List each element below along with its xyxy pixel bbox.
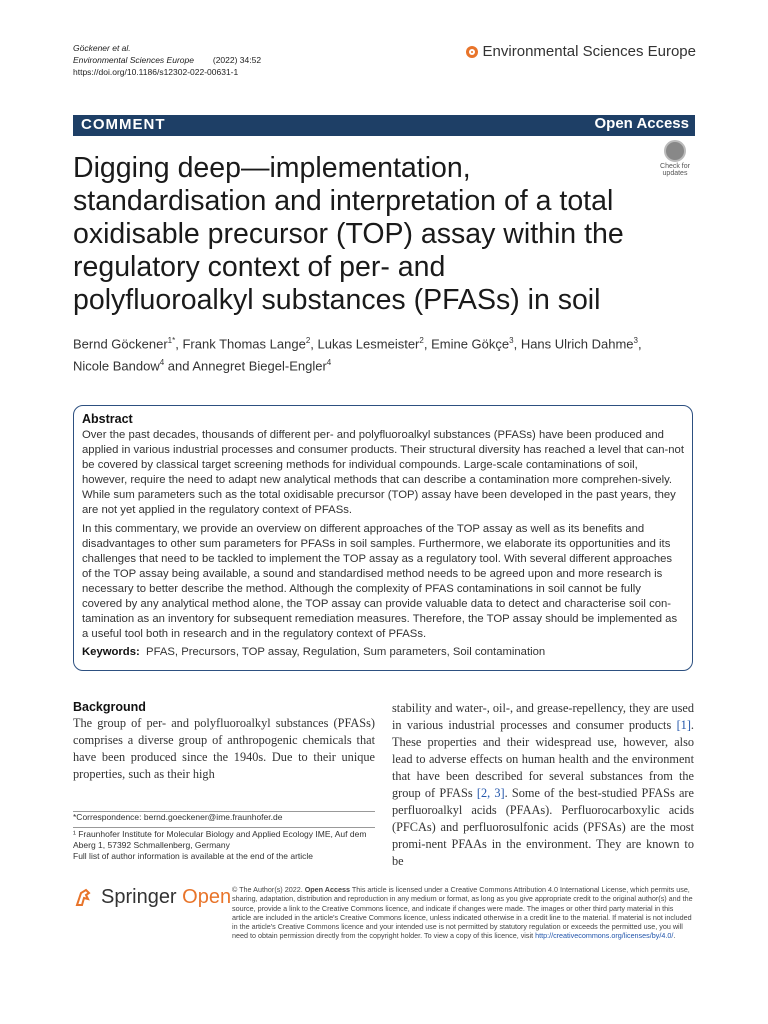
publisher-name: Springer [101,886,177,908]
body-column-left [73,700,375,783]
author-name: Annegret Biegel-Engler [192,358,327,374]
publisher-open: Open [182,886,232,908]
body-paragraph: stability and water-, oil-, and grease-repellency, they are used in various industrial processes and consumer products [1]. These properties and their widespread use, however, also lead to adverse effects on human health and the environment that have been described for several substances from the group of PFASs [2, 3]. Some of the best-studied PFASs are perfluoroalkyl acids (PFAAs). Perfluorocarboxylic acids (PFCAs) and perfluorosulfonic acids (PFSAs) are the most promi-nent PFAAs in the environment. They are known to be [392,701,694,868]
author-name: Nicole Bandow [73,358,160,374]
footnote-divider [73,827,375,828]
author-name: Emine Gökçe [431,336,510,352]
section-heading-background: Background [73,700,146,714]
journal-brand [466,43,696,60]
publisher-logo [73,886,231,909]
abstract-paragraph-1: Over the past decades, thousands of different per- and polyfluoroalkyl substances (PFASs) have been produced and applied in various industrial processes and consumer products. Their structural diversity has reached a level that can-not be covered by classical target screening methods for individual compounds. Large-scale contaminations of soil, however, require the need to adapt new analytical methods that can describe a contamination more comprehen-sively. While sum parameters such as the total oxidisable precursor (TOP) assay have been developed in the past years, they are not yet applied in the regulatory context of PFASs. [82,429,684,516]
affiliation-footnote [73,829,375,862]
author-name: Bernd Göckener [73,336,168,352]
reference-link[interactable]: [1] [676,718,691,732]
check-for-updates-badge[interactable] [655,140,695,180]
abstract-paragraph-2: In this commentary, we provide an overview on different approaches of the TOP assay as well as its benefits and disadvantages to other sum parameters for PFASs in soil samples. Furthermore, we elaborate its opportunities and its challenges that need to be tackled to implement the TOP assay as a regulatory tool. With several different approaches of the TOP assay being available, a sound and standardised method needs to be agreed upon and more research is necessary to better describe the method. Although the complexity of PFAS contaminations in soil cannot be fully covered by any analytical method alone, the TOP assay can provide valuable data to detect and characterise soil con-tamination as an inventory for subsequent remediation measures. Therefore, the TOP assay should be implemented as a useful tool both in research and in the regulatory context of PFASs. [82,523,678,640]
open-access-label: Open Access [594,115,689,132]
author-name: Hans Ulrich Dahme [520,336,634,352]
check-updates-label: Check for updates [660,163,690,177]
journal-name: Environmental Sciences Europe [482,43,696,60]
check-updates-icon [664,140,686,162]
doi-link[interactable]: https://doi.org/10.1186/s12302-022-00631-1 [73,67,239,77]
license-link[interactable]: http://creativecommons.org/licenses/by/4.0/ [535,931,674,941]
body-paragraph: The group of per- and polyfluoroalkyl substances (PFASs) comprises a diverse group of anthropogenic chemicals that have been produced since the 1940s. Due to their unique properties, such as their high [73,716,375,781]
body-column-right [392,700,694,870]
keywords: Keywords: PFAS, Precursors, TOP assay, Regulation, Sum parameters, Soil contamination [82,646,546,658]
reference-link[interactable]: [2, 3] [476,786,505,800]
citation-header [73,42,261,78]
correspondence-footnote: *Correspondence: bernd.goeckener@ime.fraunhofer.de [73,812,283,822]
article-type-label: COMMENT [81,116,166,133]
abstract-box [73,405,693,671]
license-notice: © The Author(s) 2022. Open Access This article is licensed under a Creative Commons Attribution 4.0 International License, which permits use, sharing, adaptation, distribution and reproduction in any medium or format, as long as you give appropriate credit to the original author(s) and the source, provide a link to the Creative Commons licence, and indicate if changes were made. The images or other third party material in this article are included in the article's Creative Commons licence, unless indicated otherwise in a credit line to the material. If material is not included in the article's Creative Commons licence and your intended use is not permitted by statutory regulation or exceeds the permitted use, you will need to obtain permission directly from the copyright holder. To view a copy of this licence, visit http://creativecommons.org/licenses/by/4.0/. [232,885,693,941]
full-author-info-note: Full list of author information is available at the end of the article [73,851,314,861]
journal-logo-icon [466,46,478,58]
article-type-bar [73,115,695,136]
author-name: Frank Thomas Lange [182,336,306,352]
abstract-heading: Abstract [82,412,133,426]
springer-horse-icon [73,887,95,909]
author-name: Lukas Lesmeister [317,336,420,352]
article-title: Digging deep—implementation, standardisation and interpretation of a total oxidisable precursor (TOP) assay within the regulatory context of per- and polyfluoroalkyl substances (PFASs) in soil [73,152,624,316]
citation-journal: Environmental Sciences Europe (2022) 34:52 [73,55,262,65]
affiliation-text: ¹ Fraunhofer Institute for Molecular Biology and Applied Ecology IME, Auf dem Aberg 1, 57392 Schmallenberg, Germany [73,829,367,850]
citation-author: Göckener et al. [73,43,131,53]
author-list: Bernd Göckener$^{1*}$, Frank Thomas Lange$^2$, Lukas Lesmeister$^2$, Emine Gökçe$^3$, Hans Ulrich Dahme$^3$, Nicole Bandow$^4$ and Annegret Biegel-Engler$^4$ [73,336,642,374]
